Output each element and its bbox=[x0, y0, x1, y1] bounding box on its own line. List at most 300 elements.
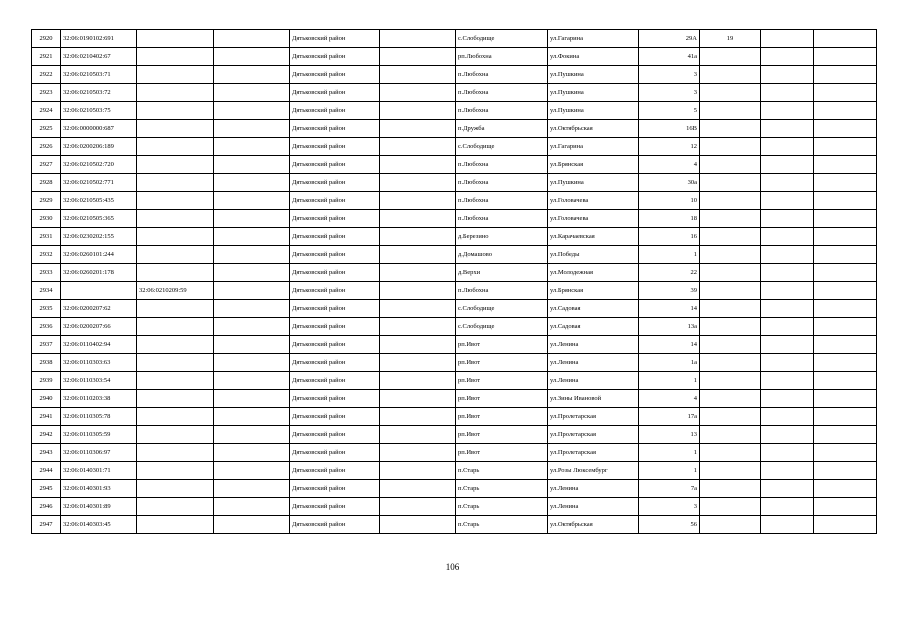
table-row bbox=[32, 390, 877, 408]
cadastral-number-alt-cell bbox=[137, 156, 214, 174]
empty-cell bbox=[380, 516, 456, 534]
page-number: 106 bbox=[445, 562, 460, 572]
row-number-cell: 2929 bbox=[32, 192, 61, 210]
row-number-cell: 2926 bbox=[32, 138, 61, 156]
flat-number-cell bbox=[700, 390, 761, 408]
house-number-cell: 13 bbox=[639, 426, 700, 444]
cadastral-number-cell: 32:06:0200206:189 bbox=[61, 138, 137, 156]
house-number-cell: 16 bbox=[639, 228, 700, 246]
locality-cell: п.Любохна bbox=[456, 210, 548, 228]
house-number-cell: 7а bbox=[639, 480, 700, 498]
empty-cell bbox=[761, 300, 814, 318]
empty-cell bbox=[380, 30, 456, 48]
empty-cell bbox=[814, 516, 877, 534]
empty-cell bbox=[814, 462, 877, 480]
empty-cell bbox=[214, 480, 290, 498]
empty-cell bbox=[761, 174, 814, 192]
row-number-cell: 2931 bbox=[32, 228, 61, 246]
district-cell: Дятьковский район bbox=[290, 408, 380, 426]
locality-cell: п.Старь bbox=[456, 480, 548, 498]
district-cell: Дятьковский район bbox=[290, 498, 380, 516]
cadastral-number-alt-cell bbox=[137, 246, 214, 264]
flat-number-cell bbox=[700, 192, 761, 210]
street-cell: ул.Гагарина bbox=[548, 30, 639, 48]
district-cell: Дятьковский район bbox=[290, 336, 380, 354]
street-cell: ул.Ленина bbox=[548, 336, 639, 354]
row-number-cell: 2940 bbox=[32, 390, 61, 408]
cadastral-number-alt-cell bbox=[137, 174, 214, 192]
empty-cell bbox=[214, 372, 290, 390]
district-cell: Дятьковский район bbox=[290, 228, 380, 246]
locality-cell: д.Березино bbox=[456, 228, 548, 246]
registry-body bbox=[32, 30, 877, 534]
empty-cell bbox=[380, 210, 456, 228]
flat-number-cell bbox=[700, 102, 761, 120]
district-cell: Дятьковский район bbox=[290, 246, 380, 264]
cadastral-number-cell: 32:06:0190102:691 bbox=[61, 30, 137, 48]
flat-number-cell bbox=[700, 462, 761, 480]
empty-cell bbox=[380, 390, 456, 408]
empty-cell bbox=[814, 354, 877, 372]
empty-cell bbox=[761, 228, 814, 246]
street-cell: ул.Пушкина bbox=[548, 66, 639, 84]
registry-sheet bbox=[31, 29, 876, 534]
empty-cell bbox=[214, 210, 290, 228]
empty-cell bbox=[761, 84, 814, 102]
empty-cell bbox=[814, 138, 877, 156]
house-number-cell: 29А bbox=[639, 30, 700, 48]
district-cell: Дятьковский район bbox=[290, 84, 380, 102]
empty-cell bbox=[814, 246, 877, 264]
row-number-cell: 2938 bbox=[32, 354, 61, 372]
empty-cell bbox=[761, 192, 814, 210]
house-number-cell: 22 bbox=[639, 264, 700, 282]
street-cell: ул.Пролетарская bbox=[548, 426, 639, 444]
empty-cell bbox=[814, 210, 877, 228]
locality-cell: п.Любохна bbox=[456, 156, 548, 174]
cadastral-number-cell: 32:06:0110306:97 bbox=[61, 444, 137, 462]
table-row bbox=[32, 354, 877, 372]
empty-cell bbox=[814, 156, 877, 174]
table-row bbox=[32, 102, 877, 120]
flat-number-cell bbox=[700, 444, 761, 462]
district-cell: Дятьковский район bbox=[290, 480, 380, 498]
empty-cell bbox=[814, 30, 877, 48]
empty-cell bbox=[761, 516, 814, 534]
empty-cell bbox=[761, 30, 814, 48]
empty-cell bbox=[761, 138, 814, 156]
empty-cell bbox=[380, 300, 456, 318]
row-number-cell: 2941 bbox=[32, 408, 61, 426]
street-cell: ул.Ленина bbox=[548, 480, 639, 498]
flat-number-cell bbox=[700, 156, 761, 174]
cadastral-number-cell: 32:06:0210503:75 bbox=[61, 102, 137, 120]
row-number-cell: 2927 bbox=[32, 156, 61, 174]
locality-cell: п.Любохна bbox=[456, 84, 548, 102]
house-number-cell: 13а bbox=[639, 318, 700, 336]
table-row bbox=[32, 282, 877, 300]
street-cell: ул.Молодежная bbox=[548, 264, 639, 282]
cadastral-number-alt-cell bbox=[137, 228, 214, 246]
empty-cell bbox=[214, 390, 290, 408]
empty-cell bbox=[814, 66, 877, 84]
empty-cell bbox=[380, 444, 456, 462]
table-row bbox=[32, 210, 877, 228]
flat-number-cell bbox=[700, 480, 761, 498]
empty-cell bbox=[214, 228, 290, 246]
table-row bbox=[32, 408, 877, 426]
flat-number-cell bbox=[700, 48, 761, 66]
street-cell: ул.Садовая bbox=[548, 318, 639, 336]
row-number-cell: 2923 bbox=[32, 84, 61, 102]
table-row bbox=[32, 156, 877, 174]
cadastral-number-alt-cell bbox=[137, 210, 214, 228]
street-cell: ул.Брянская bbox=[548, 156, 639, 174]
table-row bbox=[32, 192, 877, 210]
street-cell: ул.Ленина bbox=[548, 354, 639, 372]
district-cell: Дятьковский район bbox=[290, 516, 380, 534]
empty-cell bbox=[761, 210, 814, 228]
empty-cell bbox=[214, 300, 290, 318]
locality-cell: п.Старь bbox=[456, 498, 548, 516]
empty-cell bbox=[380, 462, 456, 480]
empty-cell bbox=[380, 228, 456, 246]
empty-cell bbox=[214, 138, 290, 156]
empty-cell bbox=[214, 426, 290, 444]
empty-cell bbox=[761, 336, 814, 354]
cadastral-number-cell: 32:06:0140301:93 bbox=[61, 480, 137, 498]
row-number-cell: 2922 bbox=[32, 66, 61, 84]
locality-cell: п.Любохна bbox=[456, 192, 548, 210]
empty-cell bbox=[814, 102, 877, 120]
cadastral-number-alt-cell bbox=[137, 426, 214, 444]
empty-cell bbox=[761, 372, 814, 390]
flat-number-cell: 19 bbox=[700, 30, 761, 48]
empty-cell bbox=[380, 408, 456, 426]
row-number-cell: 2933 bbox=[32, 264, 61, 282]
district-cell: Дятьковский район bbox=[290, 138, 380, 156]
cadastral-number-cell: 32:06:0210505:365 bbox=[61, 210, 137, 228]
empty-cell bbox=[380, 84, 456, 102]
empty-cell bbox=[380, 282, 456, 300]
house-number-cell: 18 bbox=[639, 210, 700, 228]
row-number-cell: 2939 bbox=[32, 372, 61, 390]
flat-number-cell bbox=[700, 228, 761, 246]
empty-cell bbox=[814, 318, 877, 336]
empty-cell bbox=[214, 48, 290, 66]
house-number-cell: 17а bbox=[639, 408, 700, 426]
house-number-cell: 1 bbox=[639, 462, 700, 480]
cadastral-number-alt-cell bbox=[137, 48, 214, 66]
empty-cell bbox=[761, 354, 814, 372]
locality-cell: с.Слободище bbox=[456, 300, 548, 318]
cadastral-number-alt-cell: 32:06:0210209:59 bbox=[137, 282, 214, 300]
street-cell: ул.Головачева bbox=[548, 210, 639, 228]
empty-cell bbox=[814, 426, 877, 444]
empty-cell bbox=[814, 84, 877, 102]
street-cell: ул.Пушкина bbox=[548, 102, 639, 120]
empty-cell bbox=[380, 48, 456, 66]
locality-cell: с.Слободище bbox=[456, 138, 548, 156]
empty-cell bbox=[761, 156, 814, 174]
row-number-cell: 2937 bbox=[32, 336, 61, 354]
empty-cell bbox=[814, 192, 877, 210]
flat-number-cell bbox=[700, 372, 761, 390]
empty-cell bbox=[380, 480, 456, 498]
locality-cell: рп.Ивот bbox=[456, 390, 548, 408]
cadastral-number-alt-cell bbox=[137, 408, 214, 426]
empty-cell bbox=[214, 354, 290, 372]
cadastral-number-alt-cell bbox=[137, 66, 214, 84]
row-number-cell: 2945 bbox=[32, 480, 61, 498]
cadastral-number-alt-cell bbox=[137, 444, 214, 462]
district-cell: Дятьковский район bbox=[290, 372, 380, 390]
street-cell: ул.Гагарина bbox=[548, 138, 639, 156]
row-number-cell: 2921 bbox=[32, 48, 61, 66]
street-cell: ул.Ленина bbox=[548, 498, 639, 516]
table-row bbox=[32, 84, 877, 102]
locality-cell: д.Верхи bbox=[456, 264, 548, 282]
cadastral-number-cell: 32:06:0210502:720 bbox=[61, 156, 137, 174]
empty-cell bbox=[214, 84, 290, 102]
table-row bbox=[32, 444, 877, 462]
cadastral-number-alt-cell bbox=[137, 300, 214, 318]
house-number-cell: 39 bbox=[639, 282, 700, 300]
empty-cell bbox=[814, 498, 877, 516]
locality-cell: рп.Ивот bbox=[456, 354, 548, 372]
empty-cell bbox=[214, 120, 290, 138]
empty-cell bbox=[214, 336, 290, 354]
district-cell: Дятьковский район bbox=[290, 462, 380, 480]
cadastral-number-alt-cell bbox=[137, 318, 214, 336]
locality-cell: п.Любохна bbox=[456, 102, 548, 120]
empty-cell bbox=[380, 354, 456, 372]
flat-number-cell bbox=[700, 210, 761, 228]
cadastral-number-cell: 32:06:0110402:94 bbox=[61, 336, 137, 354]
cadastral-number-cell: 32:06:0210402:67 bbox=[61, 48, 137, 66]
empty-cell bbox=[761, 408, 814, 426]
district-cell: Дятьковский район bbox=[290, 156, 380, 174]
locality-cell: п.Дружба bbox=[456, 120, 548, 138]
cadastral-number-cell: 32:06:0210503:71 bbox=[61, 66, 137, 84]
row-number-cell: 2936 bbox=[32, 318, 61, 336]
empty-cell bbox=[814, 372, 877, 390]
table-row bbox=[32, 48, 877, 66]
house-number-cell: 56 bbox=[639, 516, 700, 534]
district-cell: Дятьковский район bbox=[290, 66, 380, 84]
house-number-cell: 14 bbox=[639, 336, 700, 354]
empty-cell bbox=[814, 228, 877, 246]
house-number-cell: 4 bbox=[639, 156, 700, 174]
cadastral-number-alt-cell bbox=[137, 30, 214, 48]
house-number-cell: 5 bbox=[639, 102, 700, 120]
empty-cell bbox=[814, 480, 877, 498]
cadastral-number-alt-cell bbox=[137, 102, 214, 120]
empty-cell bbox=[214, 318, 290, 336]
cadastral-number-alt-cell bbox=[137, 462, 214, 480]
empty-cell bbox=[814, 174, 877, 192]
flat-number-cell bbox=[700, 264, 761, 282]
empty-cell bbox=[761, 390, 814, 408]
house-number-cell: 16В bbox=[639, 120, 700, 138]
cadastral-number-alt-cell bbox=[137, 390, 214, 408]
house-number-cell: 14 bbox=[639, 300, 700, 318]
locality-cell: рп.Ивот bbox=[456, 336, 548, 354]
house-number-cell: 3 bbox=[639, 84, 700, 102]
street-cell: ул.Пролетарская bbox=[548, 444, 639, 462]
cadastral-number-cell: 32:06:0110305:78 bbox=[61, 408, 137, 426]
empty-cell bbox=[380, 102, 456, 120]
empty-cell bbox=[214, 246, 290, 264]
empty-cell bbox=[214, 444, 290, 462]
table-row bbox=[32, 426, 877, 444]
empty-cell bbox=[214, 282, 290, 300]
flat-number-cell bbox=[700, 174, 761, 192]
district-cell: Дятьковский район bbox=[290, 120, 380, 138]
cadastral-number-cell bbox=[61, 282, 137, 300]
row-number-cell: 2925 bbox=[32, 120, 61, 138]
empty-cell bbox=[214, 30, 290, 48]
row-number-cell: 2924 bbox=[32, 102, 61, 120]
empty-cell bbox=[214, 264, 290, 282]
flat-number-cell bbox=[700, 354, 761, 372]
empty-cell bbox=[380, 66, 456, 84]
empty-cell bbox=[380, 336, 456, 354]
empty-cell bbox=[761, 120, 814, 138]
empty-cell bbox=[761, 282, 814, 300]
cadastral-number-cell: 32:06:0140301:89 bbox=[61, 498, 137, 516]
table-row bbox=[32, 462, 877, 480]
table-row bbox=[32, 372, 877, 390]
cadastral-number-cell: 32:06:0260101:244 bbox=[61, 246, 137, 264]
empty-cell bbox=[214, 102, 290, 120]
flat-number-cell bbox=[700, 84, 761, 102]
flat-number-cell bbox=[700, 498, 761, 516]
cadastral-number-cell: 32:06:0110305:59 bbox=[61, 426, 137, 444]
table-row bbox=[32, 498, 877, 516]
cadastral-number-alt-cell bbox=[137, 372, 214, 390]
street-cell: ул.Пушкина bbox=[548, 84, 639, 102]
district-cell: Дятьковский район bbox=[290, 264, 380, 282]
flat-number-cell bbox=[700, 408, 761, 426]
empty-cell bbox=[214, 192, 290, 210]
row-number-cell: 2947 bbox=[32, 516, 61, 534]
flat-number-cell bbox=[700, 120, 761, 138]
empty-cell bbox=[214, 498, 290, 516]
empty-cell bbox=[814, 120, 877, 138]
locality-cell: рп.Ивот bbox=[456, 426, 548, 444]
street-cell: ул.Розы Люксембург bbox=[548, 462, 639, 480]
empty-cell bbox=[380, 174, 456, 192]
empty-cell bbox=[214, 462, 290, 480]
cadastral-number-alt-cell bbox=[137, 84, 214, 102]
cadastral-number-alt-cell bbox=[137, 516, 214, 534]
house-number-cell: 1а bbox=[639, 354, 700, 372]
empty-cell bbox=[761, 318, 814, 336]
empty-cell bbox=[761, 426, 814, 444]
empty-cell bbox=[380, 120, 456, 138]
cadastral-number-alt-cell bbox=[137, 120, 214, 138]
street-cell: ул.Карачаевская bbox=[548, 228, 639, 246]
row-number-cell: 2946 bbox=[32, 498, 61, 516]
district-cell: Дятьковский район bbox=[290, 426, 380, 444]
cadastral-number-alt-cell bbox=[137, 264, 214, 282]
district-cell: Дятьковский район bbox=[290, 174, 380, 192]
locality-cell: п.Любохна bbox=[456, 174, 548, 192]
cadastral-number-cell: 32:06:0200207:66 bbox=[61, 318, 137, 336]
flat-number-cell bbox=[700, 516, 761, 534]
street-cell: ул.Победы bbox=[548, 246, 639, 264]
street-cell: ул.Пролетарская bbox=[548, 408, 639, 426]
cadastral-number-cell: 32:06:0110303:63 bbox=[61, 354, 137, 372]
flat-number-cell bbox=[700, 282, 761, 300]
district-cell: Дятьковский район bbox=[290, 210, 380, 228]
street-cell: ул.Брянская bbox=[548, 282, 639, 300]
cadastral-number-cell: 32:06:0200207:62 bbox=[61, 300, 137, 318]
row-number-cell: 2935 bbox=[32, 300, 61, 318]
table-row bbox=[32, 480, 877, 498]
empty-cell bbox=[814, 390, 877, 408]
row-number-cell: 2928 bbox=[32, 174, 61, 192]
empty-cell bbox=[761, 264, 814, 282]
table-row bbox=[32, 120, 877, 138]
district-cell: Дятьковский район bbox=[290, 354, 380, 372]
empty-cell bbox=[380, 264, 456, 282]
table-row bbox=[32, 300, 877, 318]
row-number-cell: 2944 bbox=[32, 462, 61, 480]
row-number-cell: 2943 bbox=[32, 444, 61, 462]
empty-cell bbox=[761, 480, 814, 498]
empty-cell bbox=[814, 408, 877, 426]
locality-cell: д.Домашово bbox=[456, 246, 548, 264]
locality-cell: рп.Ивот bbox=[456, 444, 548, 462]
street-cell: ул.Пушкина bbox=[548, 174, 639, 192]
flat-number-cell bbox=[700, 66, 761, 84]
street-cell: ул.Садовая bbox=[548, 300, 639, 318]
house-number-cell: 12 bbox=[639, 138, 700, 156]
house-number-cell: 3 bbox=[639, 498, 700, 516]
empty-cell bbox=[214, 156, 290, 174]
district-cell: Дятьковский район bbox=[290, 390, 380, 408]
flat-number-cell bbox=[700, 138, 761, 156]
street-cell: ул.Головачева bbox=[548, 192, 639, 210]
empty-cell bbox=[214, 66, 290, 84]
empty-cell bbox=[380, 498, 456, 516]
district-cell: Дятьковский район bbox=[290, 192, 380, 210]
locality-cell: рп.Ивот bbox=[456, 408, 548, 426]
house-number-cell: 41а bbox=[639, 48, 700, 66]
empty-cell bbox=[814, 48, 877, 66]
empty-cell bbox=[380, 156, 456, 174]
district-cell: Дятьковский район bbox=[290, 30, 380, 48]
street-cell: ул.Фокина bbox=[548, 48, 639, 66]
empty-cell bbox=[380, 318, 456, 336]
street-cell: ул.Октябрьская bbox=[548, 516, 639, 534]
cadastral-number-alt-cell bbox=[137, 354, 214, 372]
cadastral-number-cell: 32:06:0110203:38 bbox=[61, 390, 137, 408]
cadastral-number-cell: 32:06:0140303:45 bbox=[61, 516, 137, 534]
empty-cell bbox=[761, 48, 814, 66]
cadastral-number-cell: 32:06:0110303:54 bbox=[61, 372, 137, 390]
district-cell: Дятьковский район bbox=[290, 282, 380, 300]
cadastral-number-cell: 32:06:0000000:687 bbox=[61, 120, 137, 138]
empty-cell bbox=[380, 192, 456, 210]
locality-cell: п.Любохна bbox=[456, 282, 548, 300]
empty-cell bbox=[814, 336, 877, 354]
house-number-cell: 4 bbox=[639, 390, 700, 408]
cadastral-number-cell: 32:06:0230202:155 bbox=[61, 228, 137, 246]
house-number-cell: 1 bbox=[639, 444, 700, 462]
